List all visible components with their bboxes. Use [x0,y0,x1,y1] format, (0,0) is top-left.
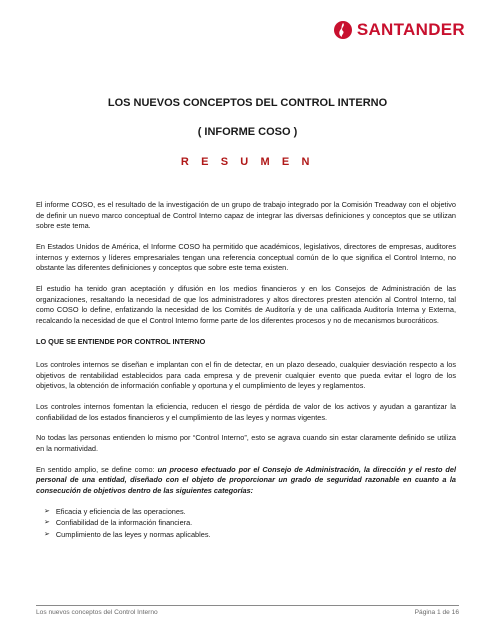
arrow-right-icon: ➢ [44,519,50,527]
document-body [36,200,456,542]
paragraph: En Estados Unidos de América, el Informe COSO ha permitido que académicos, legislativos, directores de empresas, auditores internos y externos y líderes empresariales tengan una referencia conceptual común de lo que significa el Control Interno, no obstante las diferentes definiciones y conceptos que sobre este tema existen. [36,241,456,273]
arrow-right-icon: ➢ [44,530,50,538]
santander-logo [333,20,465,40]
paragraph: Los controles internos se diseñan e implantan con el fin de detectar, en un plazo deseado, cualquier desviación respecto a los objetivos de rentabilidad establecidos para cada empresa y de prevenir cualquier evento que pueda evitar el logro de los objetivos, la obtención de información confiable y oportuna y el cumplimiento de leyes y reglamentos. [36,360,456,391]
paragraph: El estudio ha tenido gran aceptación y difusión en los medios financieros y en los Consejos de Administración de las organizaciones, resaltando la necesidad de que los administradores y altos directores presten atención al Control Interno, tal como COSO lo define, enfatizando la necesidad de los Comités de Auditoría y de una calificada Auditoría Interna y Externa, recalcando la necesidad de que el Control Interno forme parte de los diferentes procesos y no de mecanismos burocráticos. [36,283,456,325]
document-subtitle: ( INFORME COSO ) [197,126,298,138]
page-number: Página 1 de 16 [414,609,459,616]
footer-divider [36,605,459,606]
document-title: LOS NUEVOS CONCEPTOS DEL CONTROL INTERNO [107,97,388,109]
paragraph: No todas las personas entienden lo mismo por “Control Interno”, esto se agrava cuando sin estar claramente definido se utiliza en la normatividad. [36,433,456,454]
logo-text: SANTANDER [356,20,465,39]
list-item-text: Cumplimiento de las leyes y normas aplicables. [55,529,211,539]
flame-icon [333,20,353,40]
objectives-list [36,507,456,541]
list-item [44,530,456,541]
definition-paragraph [36,465,456,497]
arrow-right-icon: ➢ [44,507,50,515]
paragraph: Los controles internos fomentan la eficiencia, reducen el riesgo de pérdida de valor de los activos y ayudan a garantizar la confiabilidad de los estados financieros y el cumplimiento de las leyes y normas vigentes. [36,402,456,422]
list-item-text: Eficacia y eficiencia de las operaciones. [55,506,186,516]
list-item [44,507,456,518]
list-item [44,518,456,529]
definition-emphasis: un proceso efectuado por el Consejo de Administración, la dirección y el resto del personal de una entidad, diseñado con el objeto de proporcionar un grado de seguridad razonable en cuanto a la consecución de objetivos dentro de las siguientes categorías: [36,464,457,495]
section-heading: LO QUE SE ENTIENDE POR CONTROL INTERNO [36,336,206,346]
footer-title: Los nuevos conceptos del Control Interno [36,609,158,616]
definition-intro: En sentido amplio, se define como: [36,464,158,474]
list-item-text: Confiabilidad de la información financiera. [55,518,193,528]
summary-heading: R E S U M E N [180,156,315,168]
paragraph: El informe COSO, es el resultado de la investigación de un grupo de trabajo integrado por la Comisión Treadway con el objetivo de definir un nuevo marco conceptual de Control Interno capaz de integrar las diversas definiciones y conceptos que se utilizan sobre este tema. [36,200,456,231]
